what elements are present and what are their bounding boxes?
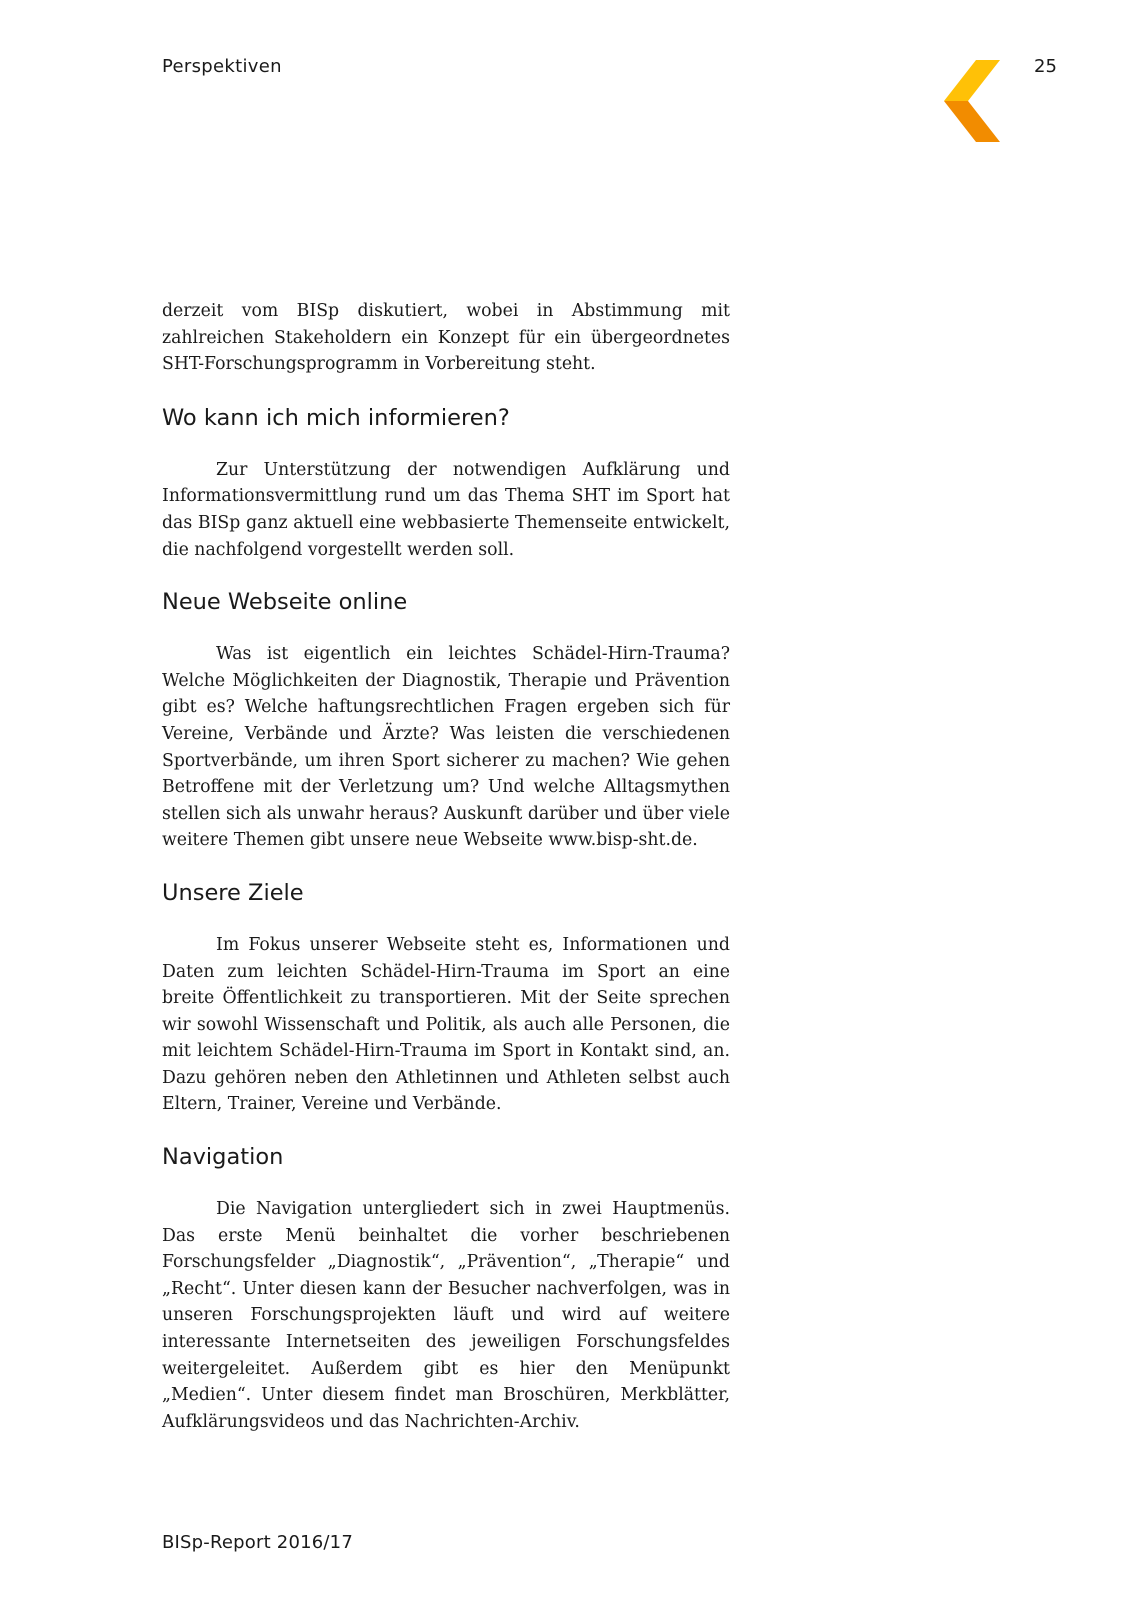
intro-paragraph: derzeit vom BISp diskutiert, wobei in Abstimmung mit zahlreichen Stakeholdern ein Konzept für ein übergeordnetes SHT-Forschungsprogramm in Vorbereitung steht. xyxy=(162,301,730,375)
section-paragraph-website: Was ist eigentlich ein leichtes Schädel-Hirn-Trauma? Welche Möglichkeiten der Diagnostik, Therapie und Prävention gibt es? Welche haftungsrechtlichen Fragen ergeben sich für Vereine, Verbände und Ärzte? Was leisten die verschiedenen Sportverbände, um ihren Sport sicherer zu machen? Wie gehen Betroffene mit der Verletzung um? Und welche Alltagsmythen stellen sich als unwahr heraus? Auskunft darüber und über viele weitere Themen gibt unsere neue Webseite www.bisp-sht.de. xyxy=(162,644,730,851)
running-footer: BISp-Report 2016/17 xyxy=(162,1532,353,1553)
chevron-left-logo-icon xyxy=(944,60,1000,142)
article-body xyxy=(162,298,730,1435)
section-heading-website: Neue Webseite online xyxy=(162,589,408,616)
page-number: 25 xyxy=(1034,56,1057,77)
running-header: Perspektiven xyxy=(162,56,282,77)
section-heading-goals: Unsere Ziele xyxy=(162,879,304,906)
section-paragraph-navigation: Die Navigation untergliedert sich in zwei Hauptmenüs. Das erste Menü beinhaltet die vorher beschriebenen Forschungsfelder „Diagnostik“, „Prävention“, „Therapie“ und „Recht“. Unter diesen kann der Besucher nachverfolgen, was in unseren Forschungsprojekten läuft und wird auf weitere interessante Internetseiten des jeweiligen Forschungsfeldes weitergeleitet. Außerdem gibt es hier den Menüpunkt „Medien“. Unter diesem findet man Broschüren, Merkblätter, Aufklärungsvideos und das Nachrichten-Archiv. xyxy=(162,1199,730,1432)
logo-lower-stripe xyxy=(944,101,1000,142)
section-heading-information: Wo kann ich mich informieren? xyxy=(162,404,510,431)
logo-upper-stripe xyxy=(944,60,1000,101)
section-paragraph-information: Zur Unterstützung der notwendigen Aufklärung und Informationsvermittlung rund um das Thema SHT im Sport hat das BISp ganz aktuell eine webbasierte Themenseite entwickelt, die nachfolgend vorgestellt werden soll. xyxy=(162,459,730,560)
section-heading-navigation: Navigation xyxy=(162,1144,284,1171)
section-paragraph-goals: Im Fokus unserer Webseite steht es, Informationen und Daten zum leichten Schädel-Hirn-Trauma im Sport an eine breite Öffentlichkeit zu transportieren. Mit der Seite sprechen wir sowohl Wissenschaft und Politik, als auch alle Personen, die mit leichtem Schädel-Hirn-Trauma im Sport in Kontakt sind, an. Dazu gehören neben den Athletinnen und Athleten selbst auch Eltern, Trainer, Vereine und Verbände. xyxy=(162,934,730,1115)
